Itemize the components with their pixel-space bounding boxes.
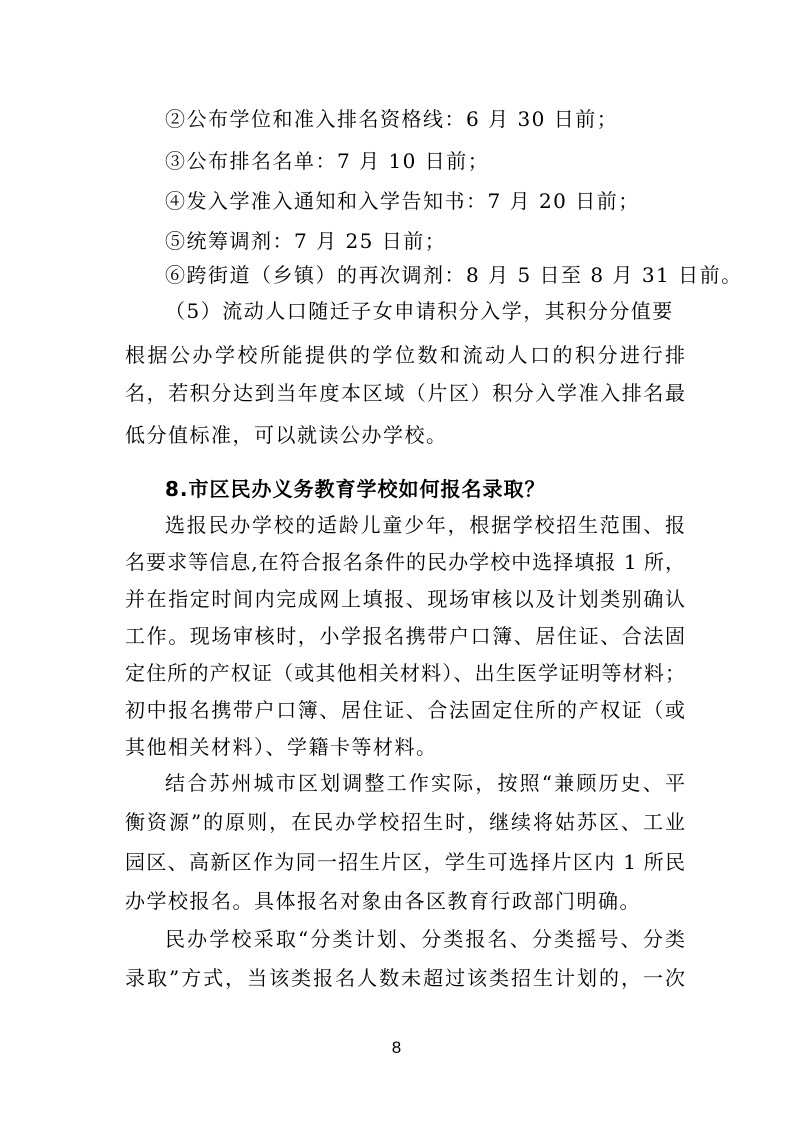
schedule-item-6: ⑥跨街道（乡镇）的再次调剂：8 月 5 日至 8 月 31 日前。	[165, 263, 743, 287]
schedule-item-5: ⑤统筹调剂：7 月 25 日前；	[165, 229, 447, 253]
para-a-line-5: 定住所的产权证（或其他相关材料）、出生医学证明等材料；	[125, 661, 685, 685]
para-a-line-4: 工作。现场审核时，小学报名携带户口簿、居住证、合法固	[125, 624, 685, 648]
para-b-line-3: 园区、高新区作为同一招生片区，学生可选择片区内 1 所民	[125, 850, 685, 874]
para5-line-1: （5）流动人口随迁子女申请积分入学，其积分分值要	[165, 299, 674, 323]
para-c-line-1: 民办学校采取“分类计划、分类报名、分类摇号、分类	[165, 927, 685, 951]
schedule-item-4: ④发入学准入通知和入学告知书：7 月 20 日前；	[165, 189, 640, 213]
page-number: 8	[391, 1038, 402, 1057]
para5-line-3: 名，若积分达到当年度本区域（片区）积分入学准入排名最	[125, 381, 685, 405]
para-b-line-1: 结合苏州城市区划调整工作实际，按照“兼顾历史、平	[165, 771, 685, 795]
para-b-line-2: 衡资源”的原则，在民办学校招生时，继续将姑苏区、工业	[125, 810, 685, 834]
para-b-line-4: 办学校报名。具体报名对象由各区教育行政部门明确。	[125, 889, 641, 913]
schedule-item-3: ③公布排名名单：7 月 10 日前；	[165, 149, 490, 173]
para-a-line-7: 其他相关材料）、学籍卡等材料。	[125, 735, 438, 759]
para-a-line-1: 选报民办学校的适龄儿童少年，根据学校招生范围、报	[165, 513, 685, 537]
schedule-item-2: ②公布学位和准入排名资格线：6 月 30 日前；	[165, 107, 619, 131]
para-a-line-2: 名要求等信息,在符合报名条件的民办学校中选择填报 1 所，	[125, 550, 685, 574]
para-a-line-3: 并在指定时间内完成网上填报、现场审核以及计划类别确认	[125, 587, 685, 611]
para5-line-4: 低分值标准，可以就读公办学校。	[125, 423, 448, 447]
section-heading: 8.市区民办义务教育学校如何报名录取？	[165, 477, 546, 501]
para5-line-2: 根据公办学校所能提供的学位数和流动人口的积分进行排	[125, 343, 685, 367]
para-c-line-2: 录取”方式，当该类报名人数未超过该类招生计划的，一次	[125, 966, 685, 990]
para-a-line-6: 初中报名携带户口簿、居住证、合法固定住所的产权证（或	[125, 698, 685, 722]
